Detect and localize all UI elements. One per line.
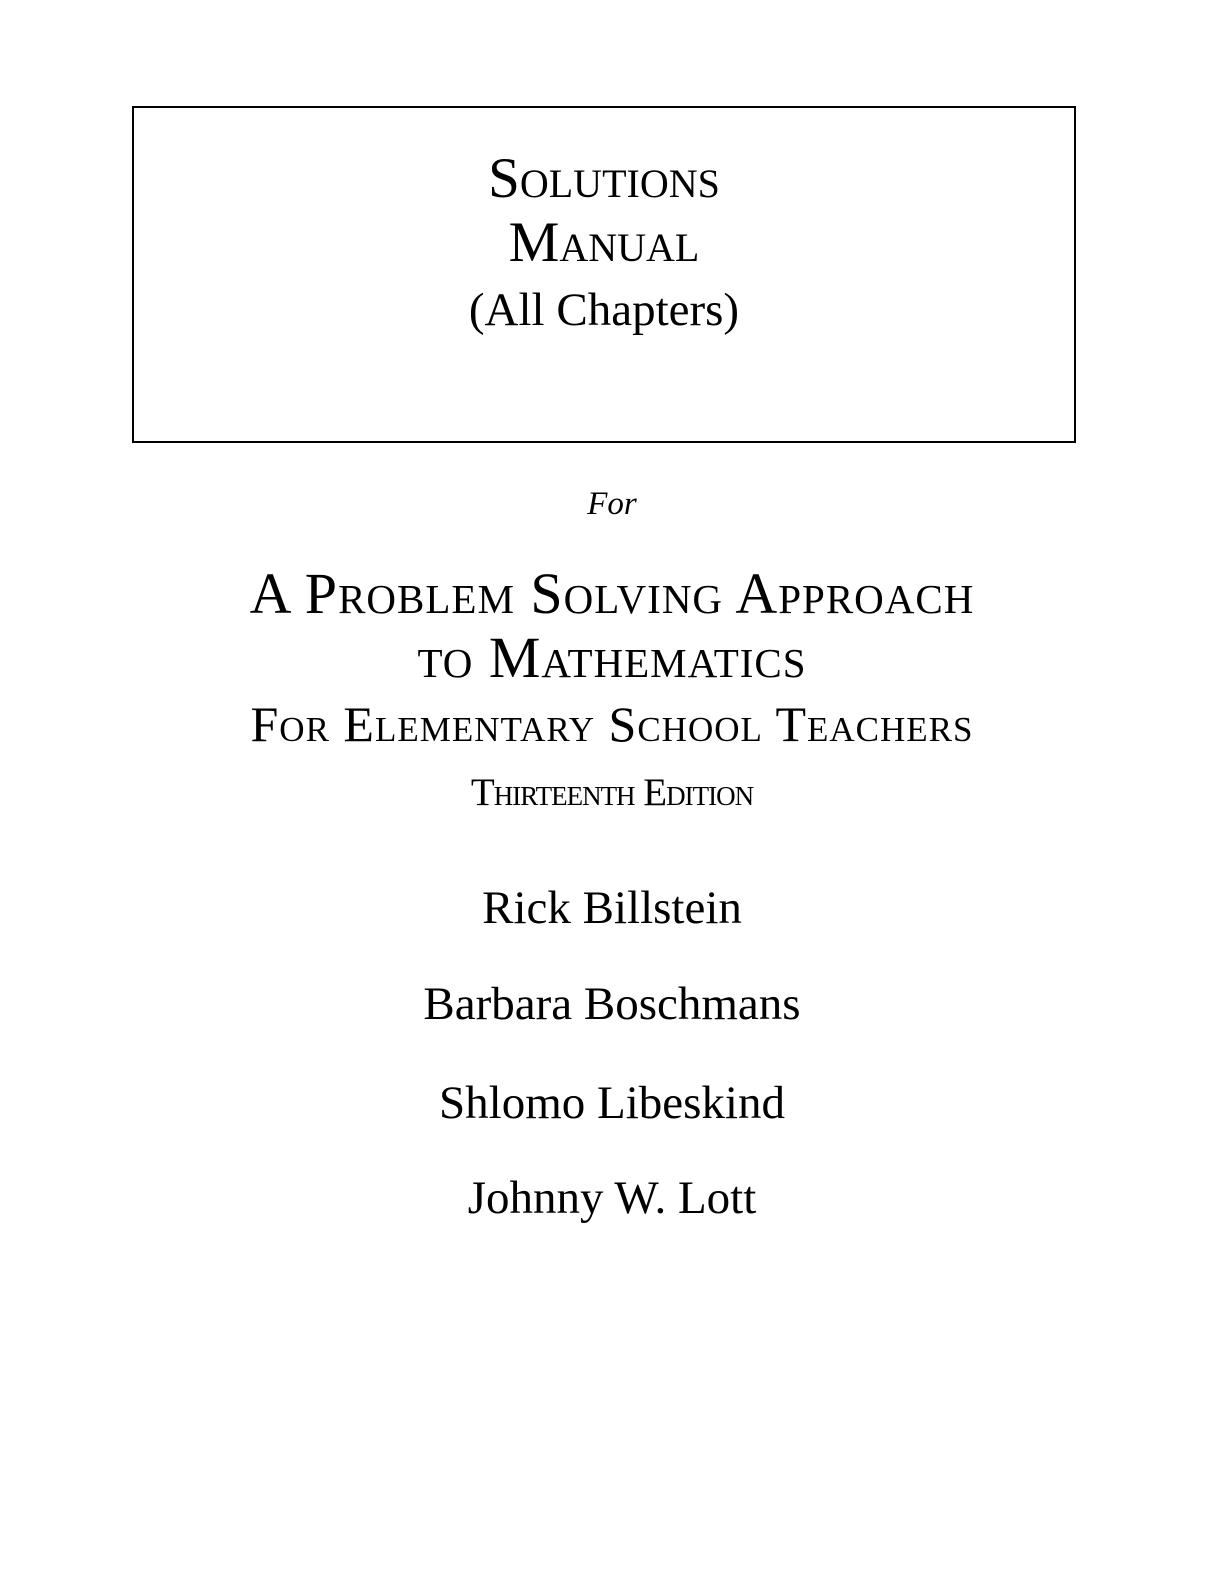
author-name: Rick Billstein [482,882,742,934]
author-name: Barbara Boschmans [423,978,801,1030]
all-chapters-label: (All Chapters) [468,284,740,336]
edition-label: Thirteenth Edition [470,771,754,814]
book-title-line3: For Elementary School Teachers [250,696,974,752]
manual-heading: Manual [508,211,700,274]
book-title-line2: to Mathematics [417,625,807,690]
solutions-heading: Solutions [488,147,720,210]
author-name: Shlomo Libeskind [439,1077,785,1129]
author-name: Johnny W. Lott [467,1172,757,1224]
book-title-line1: A Problem Solving Approach [249,561,975,626]
title-box [132,106,1076,443]
for-label: For [587,486,637,522]
